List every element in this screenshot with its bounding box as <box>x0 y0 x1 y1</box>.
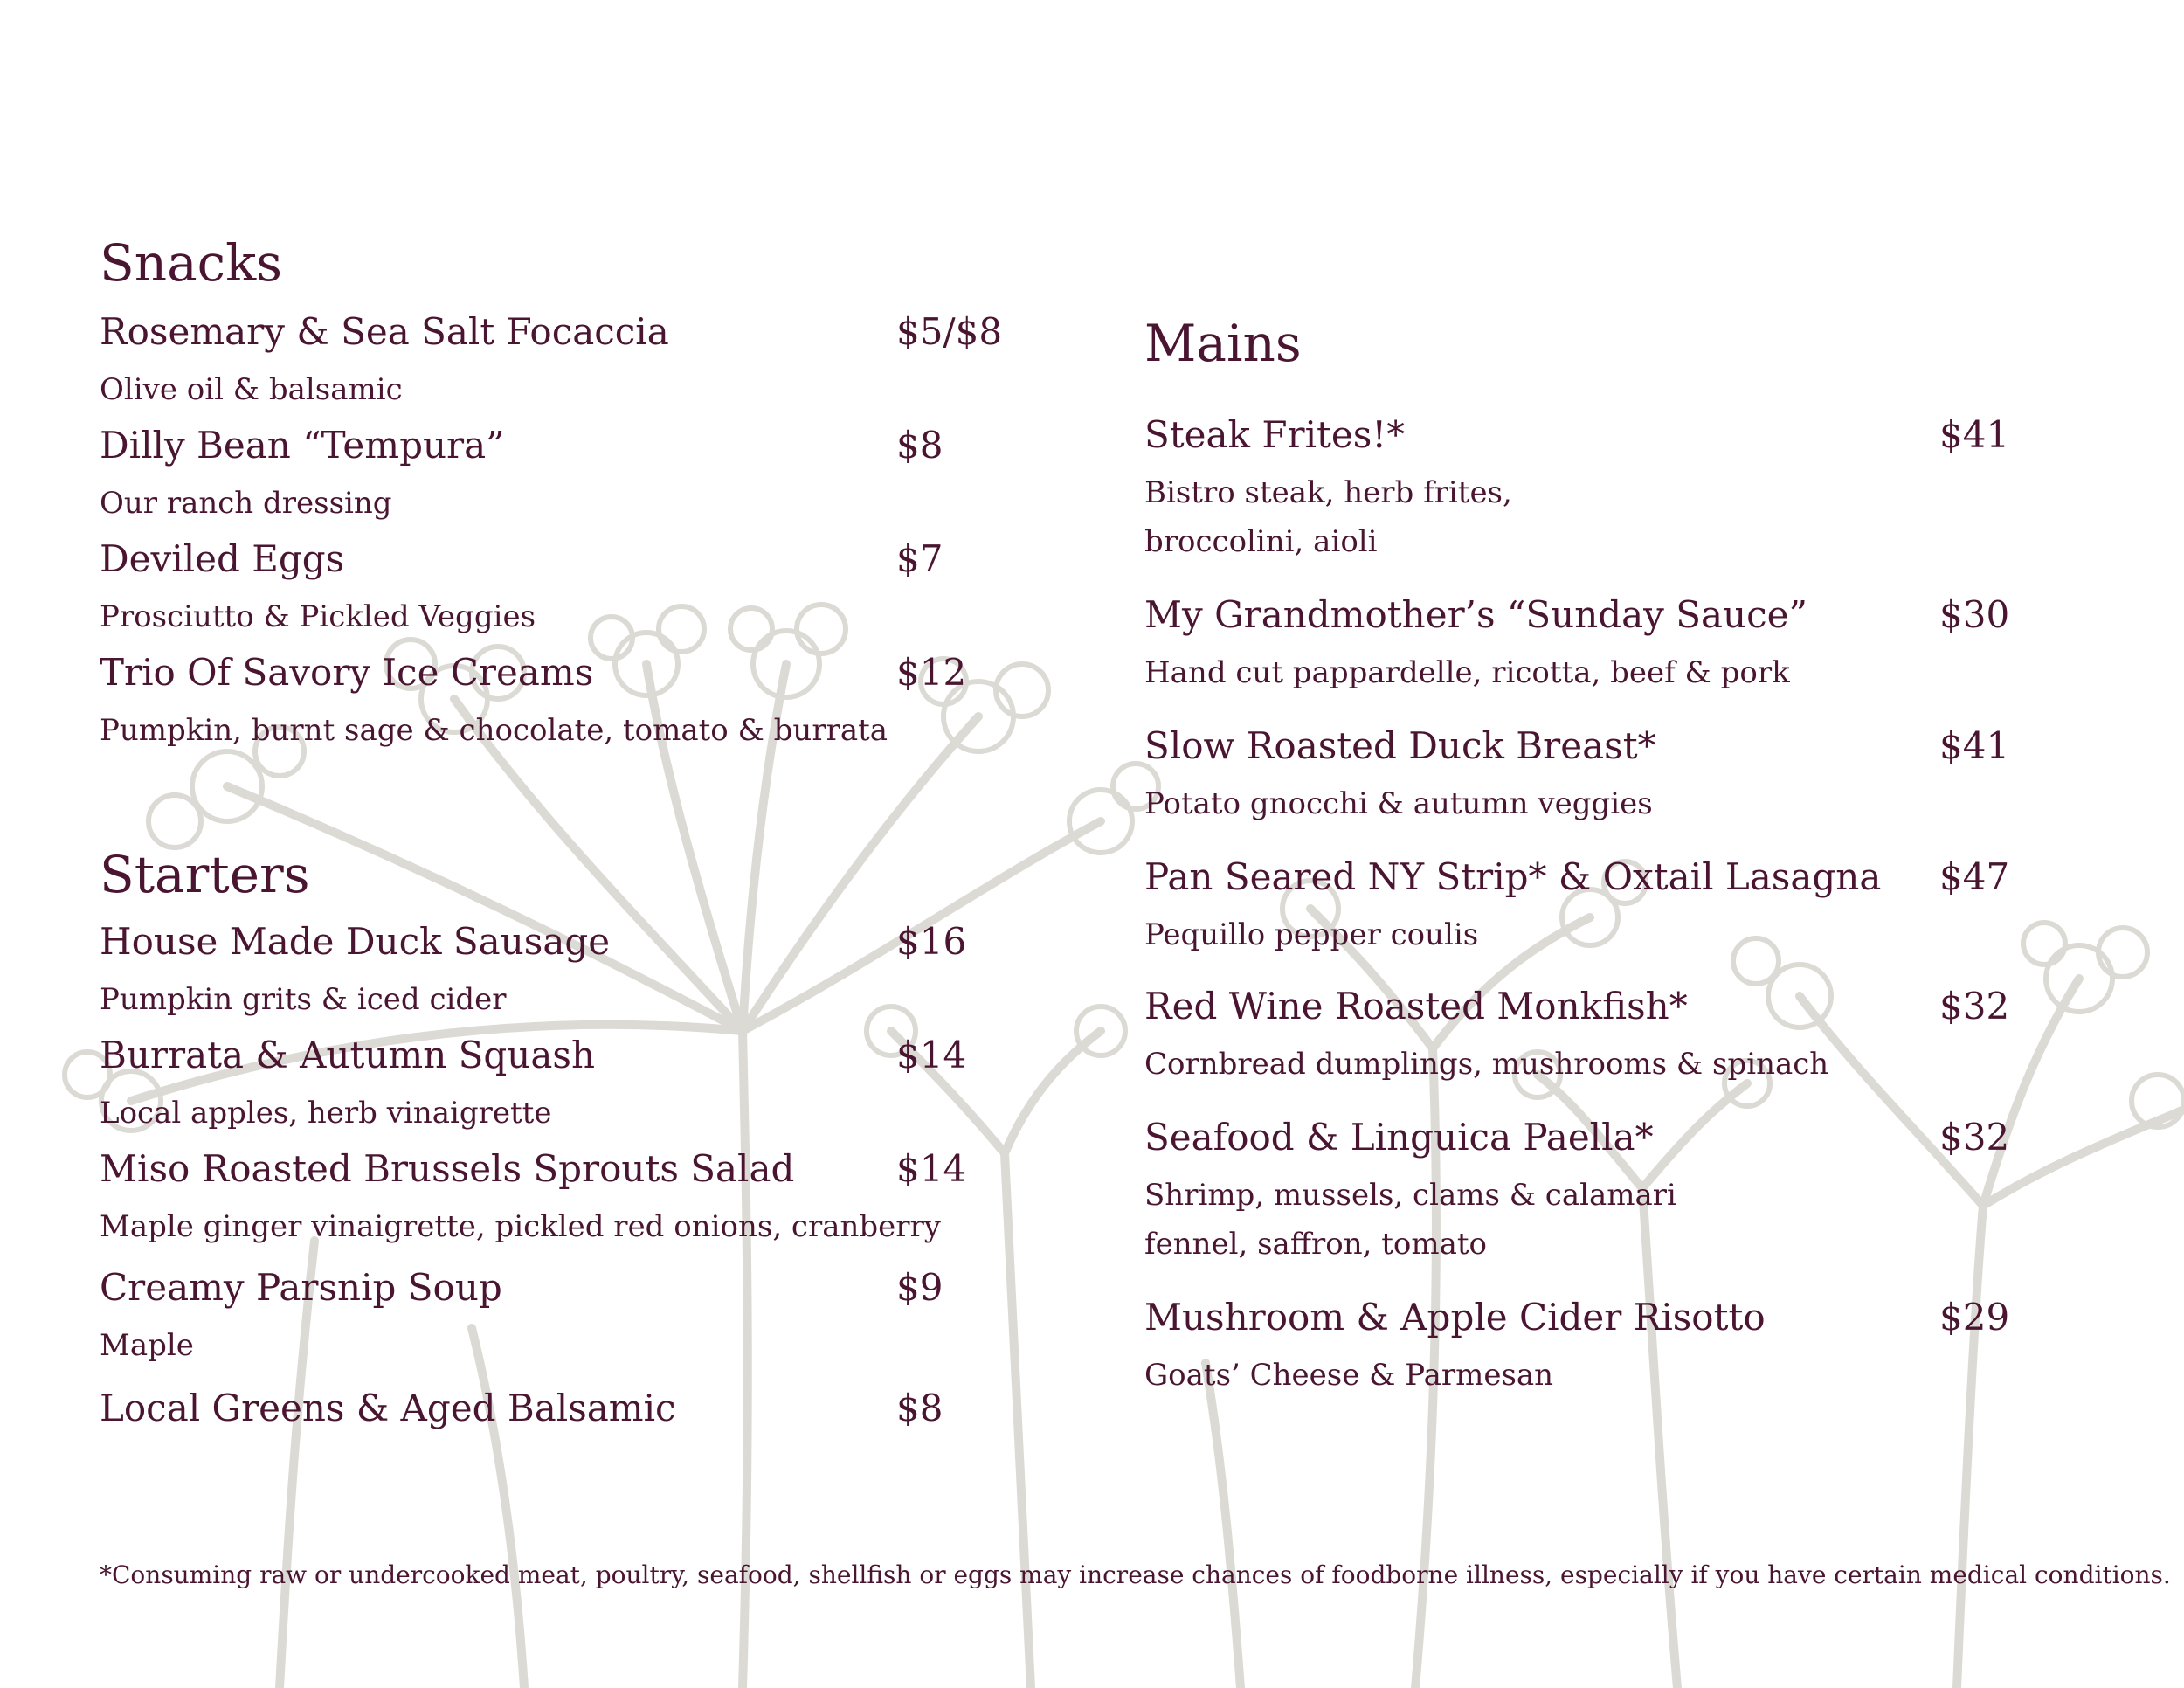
item-name: Red Wine Roasted Monkfish* <box>1144 985 1688 1027</box>
item-name: Slow Roasted Duck Breast* <box>1144 724 1656 767</box>
item-name: Local Greens & Aged Balsamic <box>100 1387 676 1429</box>
item-description: Maple <box>100 1328 194 1363</box>
description-line: Hand cut pappardelle, ricotta, beef & pork <box>1144 655 1790 690</box>
item-description: Local apples, herb vinaigrette <box>100 1096 552 1131</box>
item-name: My Grandmother’s “Sunday Sauce” <box>1144 593 1807 636</box>
item-price: $9 <box>896 1266 943 1309</box>
item-description <box>1144 1040 1828 1089</box>
item-description: Pumpkin, burnt sage & chocolate, tomato & burrata <box>100 713 888 748</box>
item-price: $14 <box>896 1147 967 1190</box>
item-description <box>1144 779 1653 828</box>
right-column <box>1144 0 2149 1688</box>
item-price: $5/$8 <box>896 310 1003 353</box>
item-name: Pan Seared NY Strip* & Oxtail Lasagna <box>1144 855 1882 898</box>
item-name: Dilly Bean “Tempura” <box>100 424 505 467</box>
raw-food-disclaimer: *Consuming raw or undercooked meat, poultry, seafood, shellfish or eggs may increase chances of foodborne illness, especially if you have certain medical conditions. <box>100 1560 2171 1589</box>
item-price: $29 <box>1939 1296 2010 1339</box>
item-price: $14 <box>896 1034 967 1076</box>
item-price: $8 <box>896 1387 943 1429</box>
item-name: Creamy Parsnip Soup <box>100 1266 502 1309</box>
starters-heading: Starters <box>100 845 310 904</box>
item-price: $16 <box>896 920 967 963</box>
item-price: $12 <box>896 651 967 694</box>
description-line: broccolini, aioli <box>1144 524 1378 559</box>
item-name: Burrata & Autumn Squash <box>100 1034 595 1076</box>
item-name: Rosemary & Sea Salt Focaccia <box>100 310 669 353</box>
item-description <box>1144 468 1512 566</box>
item-description: Pumpkin grits & iced cider <box>100 982 507 1017</box>
item-description <box>1144 1351 1553 1400</box>
mains-heading: Mains <box>1144 314 1302 373</box>
item-price: $7 <box>896 537 943 580</box>
description-line: Pequillo pepper coulis <box>1144 917 1479 952</box>
item-name: Steak Frites!* <box>1144 413 1406 456</box>
description-line: Bistro steak, herb frites, <box>1144 475 1512 510</box>
description-line: fennel, saffron, tomato <box>1144 1227 1487 1262</box>
item-price: $32 <box>1939 1116 2010 1159</box>
item-name: Miso Roasted Brussels Sprouts Salad <box>100 1147 795 1190</box>
item-price: $47 <box>1939 855 2010 898</box>
item-description <box>1144 648 1790 697</box>
item-description: Maple ginger vinaigrette, pickled red onions, cranberry <box>100 1209 941 1244</box>
item-name: Deviled Eggs <box>100 537 345 580</box>
item-name: Trio Of Savory Ice Creams <box>100 651 594 694</box>
item-price: $32 <box>1939 985 2010 1027</box>
item-description: Prosciutto & Pickled Veggies <box>100 599 536 634</box>
item-price: $8 <box>896 424 943 467</box>
item-price: $41 <box>1939 724 2010 767</box>
item-description: Our ranch dressing <box>100 486 392 521</box>
description-line: Shrimp, mussels, clams & calamari <box>1144 1178 1676 1213</box>
description-line: Goats’ Cheese & Parmesan <box>1144 1358 1554 1393</box>
item-description: Olive oil & balsamic <box>100 372 403 407</box>
item-description <box>1144 910 1478 959</box>
item-description <box>1144 1171 1676 1269</box>
item-price: $30 <box>1939 593 2010 636</box>
item-name: House Made Duck Sausage <box>100 920 611 963</box>
item-price: $41 <box>1939 413 2010 456</box>
left-column <box>100 0 1061 1688</box>
item-name: Mushroom & Apple Cider Risotto <box>1144 1296 1766 1339</box>
item-name: Seafood & Linguica Paella* <box>1144 1116 1654 1159</box>
description-line: Cornbread dumplings, mushrooms & spinach <box>1144 1047 1829 1082</box>
snacks-heading: Snacks <box>100 233 283 293</box>
description-line: Potato gnocchi & autumn veggies <box>1144 786 1653 821</box>
